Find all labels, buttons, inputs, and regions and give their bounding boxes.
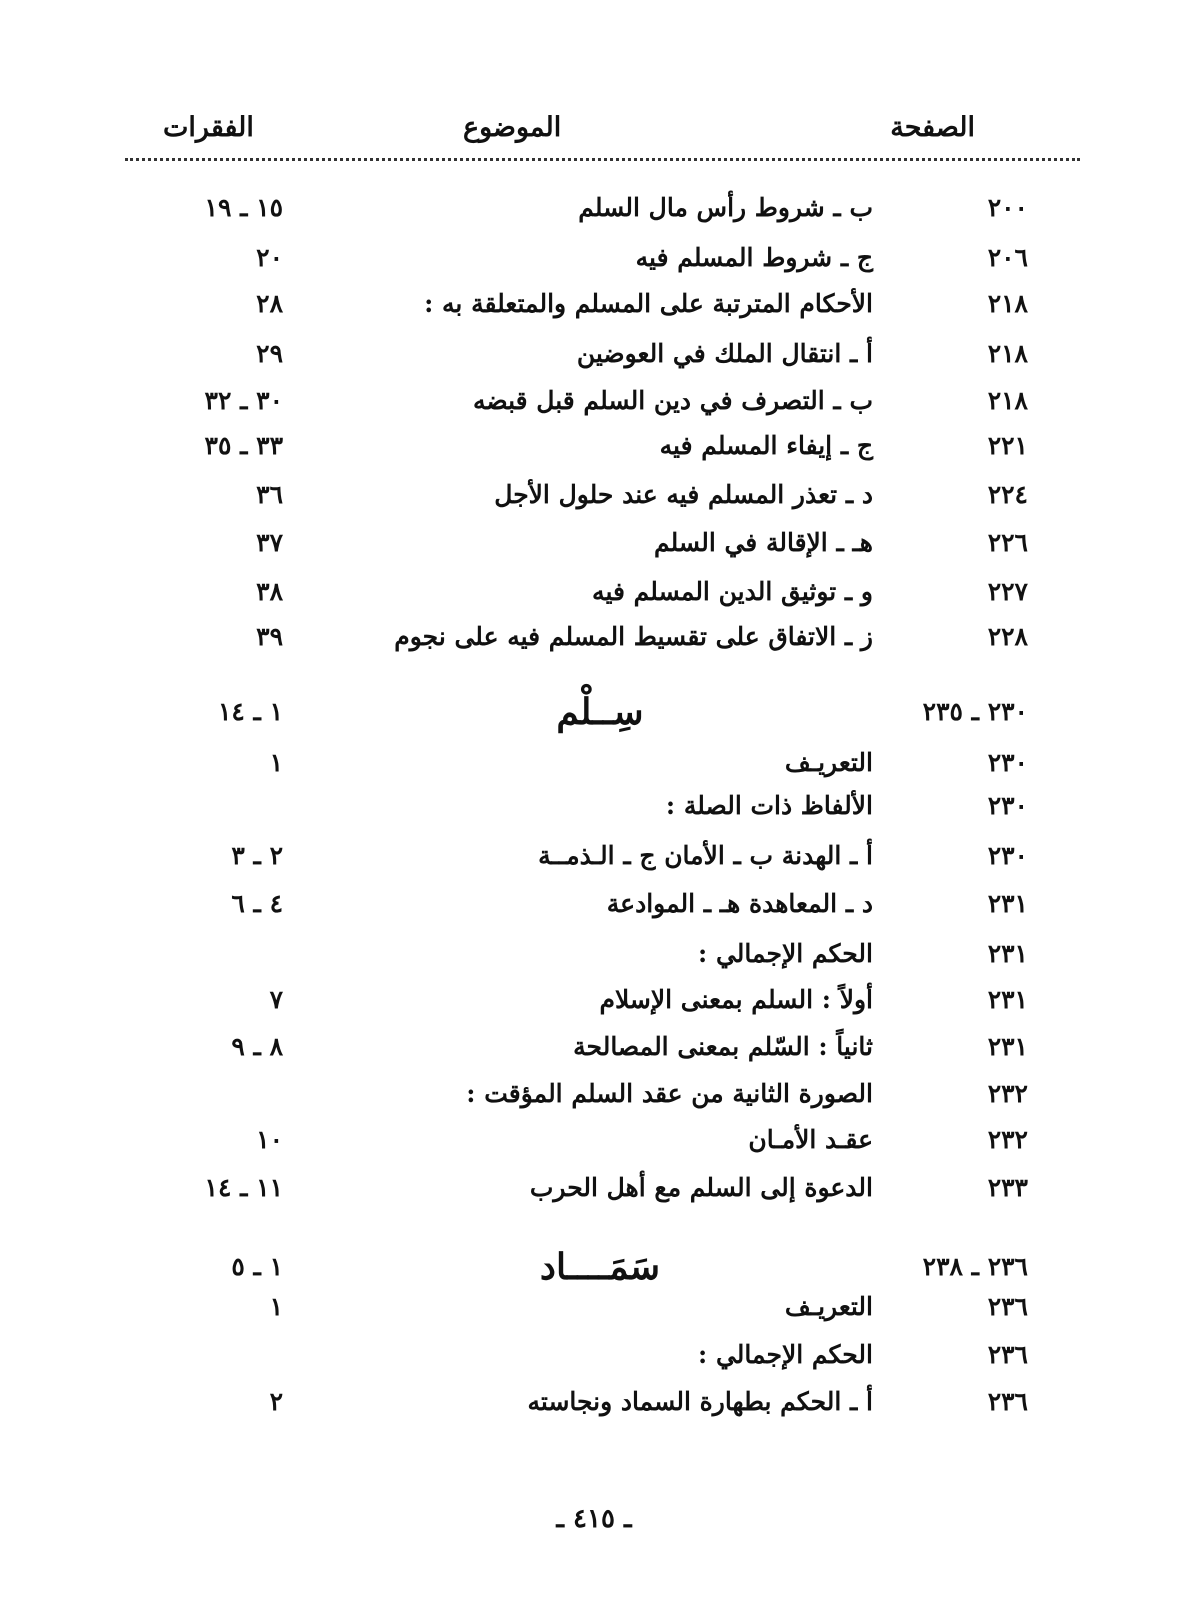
header-page-column: الصفحة <box>890 112 975 143</box>
index-row <box>0 1333 1188 1377</box>
index-row <box>0 1118 1188 1162</box>
paragraph-ref: ٢ ـ ٣ <box>231 841 283 870</box>
topic-text: د ـ المعاهدة هـ ـ الموادعة <box>606 889 873 918</box>
topic-text: أولاً : السلم بمعنى الإسلام <box>599 985 873 1014</box>
paragraph-ref: ١ ـ ١٤ <box>217 697 283 726</box>
paragraph-ref: ١ ـ ٥ <box>231 1252 283 1281</box>
page-ref: ٢٣٠ <box>987 748 1028 777</box>
page-ref: ٢٣٢ <box>987 1125 1028 1154</box>
paragraph-ref: ٢٨ <box>256 289 283 318</box>
paragraph-ref: ٢٩ <box>256 339 283 368</box>
topic-text: عقـد الأمـان <box>748 1125 873 1154</box>
header-paragraphs-column: الفقرات <box>163 112 254 143</box>
paragraph-ref: ٤ ـ ٦ <box>231 889 283 918</box>
page-ref: ٢١٨ <box>987 386 1028 415</box>
topic-text: التعريـف <box>784 748 873 777</box>
page-ref: ٢٣٠ ـ ٢٣٥ <box>922 697 1028 726</box>
index-row <box>0 332 1188 376</box>
topic-text: الألفاظ ذات الصلة : <box>665 791 873 820</box>
page-ref: ٢٣١ <box>987 1032 1028 1061</box>
index-row <box>0 1380 1188 1424</box>
index-row <box>0 1025 1188 1069</box>
topic-text: الدعوة إلى السلم مع أهل الحرب <box>529 1173 873 1202</box>
topic-text: ب ـ شروط رأس مال السلم <box>578 193 873 222</box>
page-number: ـ ٤١٥ ـ <box>556 1504 632 1534</box>
page-ref: ٢٠٠ <box>987 193 1028 222</box>
index-row <box>0 186 1188 230</box>
paragraph-ref: ١٥ ـ ١٩ <box>204 193 283 222</box>
page-ref: ٢٣٣ <box>987 1173 1028 1202</box>
paragraph-ref: ١١ ـ ١٤ <box>204 1173 283 1202</box>
paragraph-ref: ٣٨ <box>256 577 283 606</box>
topic-text: الأحكام المترتبة على المسلم والمتعلقة به : <box>424 289 873 318</box>
topic-text: ج ـ شروط المسلم فيه <box>635 243 873 272</box>
entry-heading: سَمَــــاد <box>539 1246 661 1288</box>
topic-text: أ ـ انتقال الملك في العوضين <box>576 339 873 368</box>
paragraph-ref: ٣٩ <box>256 622 283 651</box>
index-row <box>0 882 1188 926</box>
index-row <box>0 1166 1188 1210</box>
index-row <box>0 1285 1188 1329</box>
paragraph-ref: ١٠ <box>256 1125 283 1154</box>
topic-text: الصورة الثانية من عقد السلم المؤقت : <box>466 1079 873 1108</box>
topic-text: الحكم الإجمالي : <box>698 1340 873 1369</box>
page-ref: ٢١٨ <box>987 339 1028 368</box>
topic-text: ب ـ التصرف في دين السلم قبل قبضه <box>473 386 873 415</box>
page-ref: ٢٣٠ <box>987 791 1028 820</box>
topic-text: ج ـ إيفاء المسلم فيه <box>659 431 873 460</box>
header-topic-column: الموضوع <box>463 112 562 143</box>
paragraph-ref: ٨ ـ ٩ <box>231 1032 283 1061</box>
topic-text: أ ـ الحكم بطهارة السماد ونجاسته <box>527 1387 873 1416</box>
index-row <box>0 473 1188 517</box>
paragraph-ref: ٢٠ <box>256 243 283 272</box>
topic-text: الحكم الإجمالي : <box>698 939 873 968</box>
topic-text: التعريـف <box>784 1292 873 1321</box>
paragraph-ref: ١ <box>269 1292 283 1321</box>
index-row <box>0 784 1188 828</box>
index-row <box>0 978 1188 1022</box>
page-ref: ٢٣٦ <box>987 1340 1028 1369</box>
page-ref: ٢٢٦ <box>987 528 1028 557</box>
page-ref: ٢٢٨ <box>987 622 1028 651</box>
index-heading-row <box>0 690 1188 734</box>
paragraph-ref: ٣٣ ـ ٣٥ <box>204 431 283 460</box>
index-row <box>0 834 1188 878</box>
paragraph-ref: ٣٦ <box>256 480 283 509</box>
topic-text: أ ـ الهدنة ب ـ الأمان ج ـ الـذمــة <box>538 841 873 870</box>
dotted-separator <box>125 158 1080 161</box>
topic-text: و ـ توثيق الدين المسلم فيه <box>592 577 873 606</box>
paragraph-ref: ٧ <box>269 985 283 1014</box>
paragraph-ref: ١ <box>269 748 283 777</box>
index-row <box>0 570 1188 614</box>
index-row <box>0 1072 1188 1116</box>
page-ref: ٢٢١ <box>987 431 1028 460</box>
page-ref: ٢٣٠ <box>987 841 1028 870</box>
page-ref: ٢٣٢ <box>987 1079 1028 1108</box>
page-ref: ٢٣٦ <box>987 1292 1028 1321</box>
paragraph-ref: ٣٧ <box>256 528 283 557</box>
index-heading-row <box>0 1245 1188 1289</box>
index-row <box>0 932 1188 976</box>
page-ref: ٢٣٦ <box>987 1387 1028 1416</box>
paragraph-ref: ٣٠ ـ ٣٢ <box>204 386 283 415</box>
page-ref: ٢٠٦ <box>987 243 1028 272</box>
paragraph-ref: ٢ <box>269 1387 283 1416</box>
index-row <box>0 282 1188 326</box>
index-row <box>0 615 1188 659</box>
page-ref: ٢٢٤ <box>987 480 1028 509</box>
topic-text: ز ـ الاتفاق على تقسيط المسلم فيه على نجوم <box>394 622 873 651</box>
index-row <box>0 424 1188 468</box>
entry-heading: سِــلْم <box>556 691 644 733</box>
page-ref: ٢٣١ <box>987 985 1028 1014</box>
index-row <box>0 236 1188 280</box>
page-ref: ٢٣٦ ـ ٢٣٨ <box>922 1252 1028 1281</box>
topic-text: د ـ تعذر المسلم فيه عند حلول الأجل <box>494 480 873 509</box>
page-ref: ٢٢٧ <box>987 577 1028 606</box>
index-row <box>0 741 1188 785</box>
index-row <box>0 379 1188 423</box>
page-ref: ٢٣١ <box>987 939 1028 968</box>
page-ref: ٢١٨ <box>987 289 1028 318</box>
topic-text: هـ ـ الإقالة في السلم <box>653 528 873 557</box>
topic-text: ثانياً : السّلم بمعنى المصالحة <box>573 1032 873 1061</box>
index-row <box>0 521 1188 565</box>
page-ref: ٢٣١ <box>987 889 1028 918</box>
